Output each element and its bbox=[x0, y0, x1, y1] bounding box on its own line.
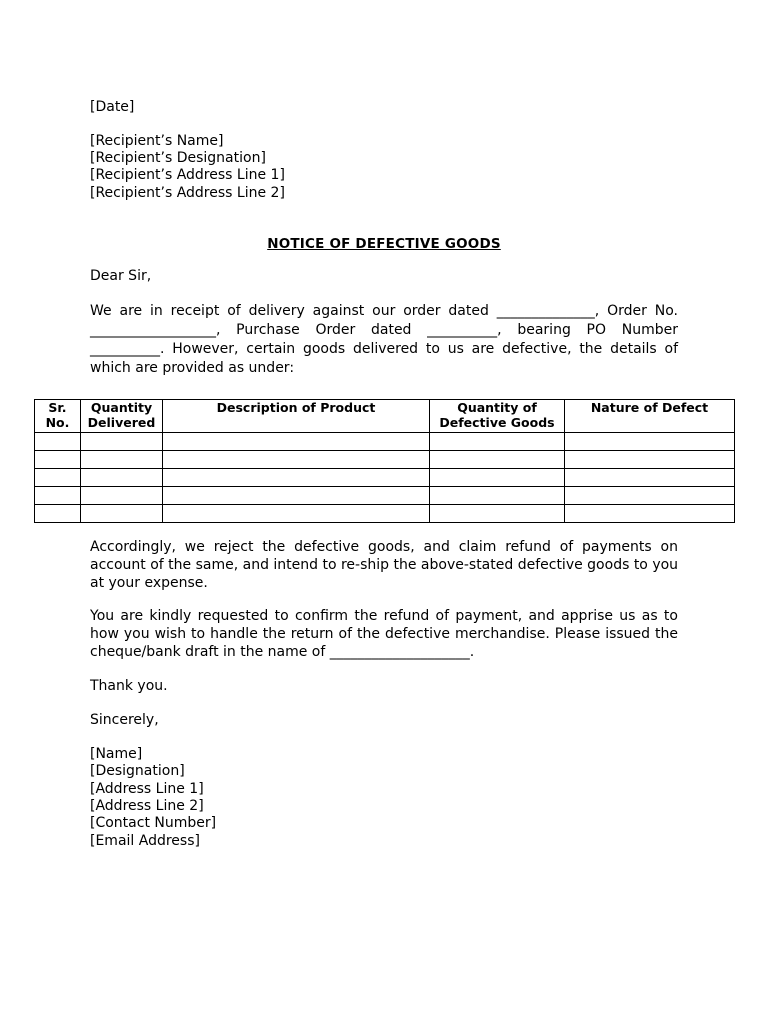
table-row bbox=[35, 505, 735, 523]
salutation: Dear Sir, bbox=[90, 268, 152, 284]
table-cell bbox=[81, 505, 163, 523]
paragraph-line: how you wish to handle the return of the defective merchandise. Please issued the bbox=[90, 626, 678, 642]
table-cell bbox=[565, 433, 735, 451]
table-cell bbox=[81, 433, 163, 451]
table-cell bbox=[35, 451, 81, 469]
table-cell bbox=[163, 487, 430, 505]
table-row bbox=[35, 433, 735, 451]
table-cell bbox=[163, 433, 430, 451]
recipient-designation: [Recipient’s Designation] bbox=[90, 150, 266, 166]
table-header-row bbox=[35, 400, 735, 433]
paragraph-line: which are provided as under: bbox=[90, 360, 295, 376]
paragraph-refund-request bbox=[90, 607, 678, 661]
table-cell bbox=[81, 451, 163, 469]
table-cell bbox=[430, 487, 565, 505]
header-quantity-delivered: Quantity Delivered bbox=[81, 400, 163, 433]
signature-designation: [Designation] bbox=[90, 763, 185, 779]
table-cell bbox=[565, 469, 735, 487]
recipient-address-line-1: [Recipient’s Address Line 1] bbox=[90, 167, 285, 183]
notice-title: NOTICE OF DEFECTIVE GOODS bbox=[267, 236, 501, 252]
recipient-address-line-2: [Recipient’s Address Line 2] bbox=[90, 185, 285, 201]
paragraph-line: at your expense. bbox=[90, 575, 208, 591]
table-cell bbox=[35, 505, 81, 523]
table-cell bbox=[81, 487, 163, 505]
header-nature-of-defect: Nature of Defect bbox=[565, 400, 735, 433]
paragraph-line: You are kindly requested to confirm the refund of payment, and apprise us as to bbox=[90, 608, 678, 624]
table-row bbox=[35, 469, 735, 487]
paragraph-line: cheque/bank draft in the name of ____________________. bbox=[90, 644, 475, 660]
table-cell bbox=[163, 469, 430, 487]
table-row bbox=[35, 451, 735, 469]
paragraph-rejection bbox=[90, 538, 678, 592]
table-cell bbox=[35, 433, 81, 451]
paragraph-line: account of the same, and intend to re-ship the above-stated defective goods to you bbox=[90, 557, 679, 573]
table-cell bbox=[565, 505, 735, 523]
signature-email-address: [Email Address] bbox=[90, 833, 200, 849]
signature-address-line-1: [Address Line 1] bbox=[90, 781, 204, 797]
header-quantity-of-defective-goods: Quantity of Defective Goods bbox=[430, 400, 565, 433]
table-cell bbox=[35, 487, 81, 505]
paragraph-line: Accordingly, we reject the defective goods, and claim refund of payments on bbox=[90, 539, 678, 555]
paragraph-line: We are in receipt of delivery against our order dated ______________, Order No. bbox=[90, 303, 678, 319]
table-cell bbox=[565, 487, 735, 505]
table-cell bbox=[163, 505, 430, 523]
sign-off: Sincerely, bbox=[90, 712, 159, 728]
table-row bbox=[35, 487, 735, 505]
signature-contact-number: [Contact Number] bbox=[90, 815, 217, 831]
date-field: [Date] bbox=[90, 99, 135, 115]
table-cell bbox=[35, 469, 81, 487]
table-cell bbox=[430, 469, 565, 487]
table-cell bbox=[163, 451, 430, 469]
header-description-of-product: Description of Product bbox=[163, 400, 430, 433]
header-sr-no: Sr. No. bbox=[35, 400, 81, 433]
defective-goods-table bbox=[34, 399, 735, 523]
table-cell bbox=[430, 505, 565, 523]
recipient-name: [Recipient’s Name] bbox=[90, 133, 224, 149]
signature-name: [Name] bbox=[90, 746, 143, 762]
paragraph-line: __________________, Purchase Order dated __________, bearing PO Number bbox=[90, 322, 678, 338]
paragraph-line: __________. However, certain goods delivered to us are defective, the details of bbox=[90, 341, 678, 357]
table-cell bbox=[430, 433, 565, 451]
signature-address-line-2: [Address Line 2] bbox=[90, 798, 204, 814]
table-cell bbox=[430, 451, 565, 469]
thank-you-line: Thank you. bbox=[90, 678, 168, 694]
table-cell bbox=[81, 469, 163, 487]
table-cell bbox=[565, 451, 735, 469]
paragraph-delivery bbox=[90, 302, 678, 378]
